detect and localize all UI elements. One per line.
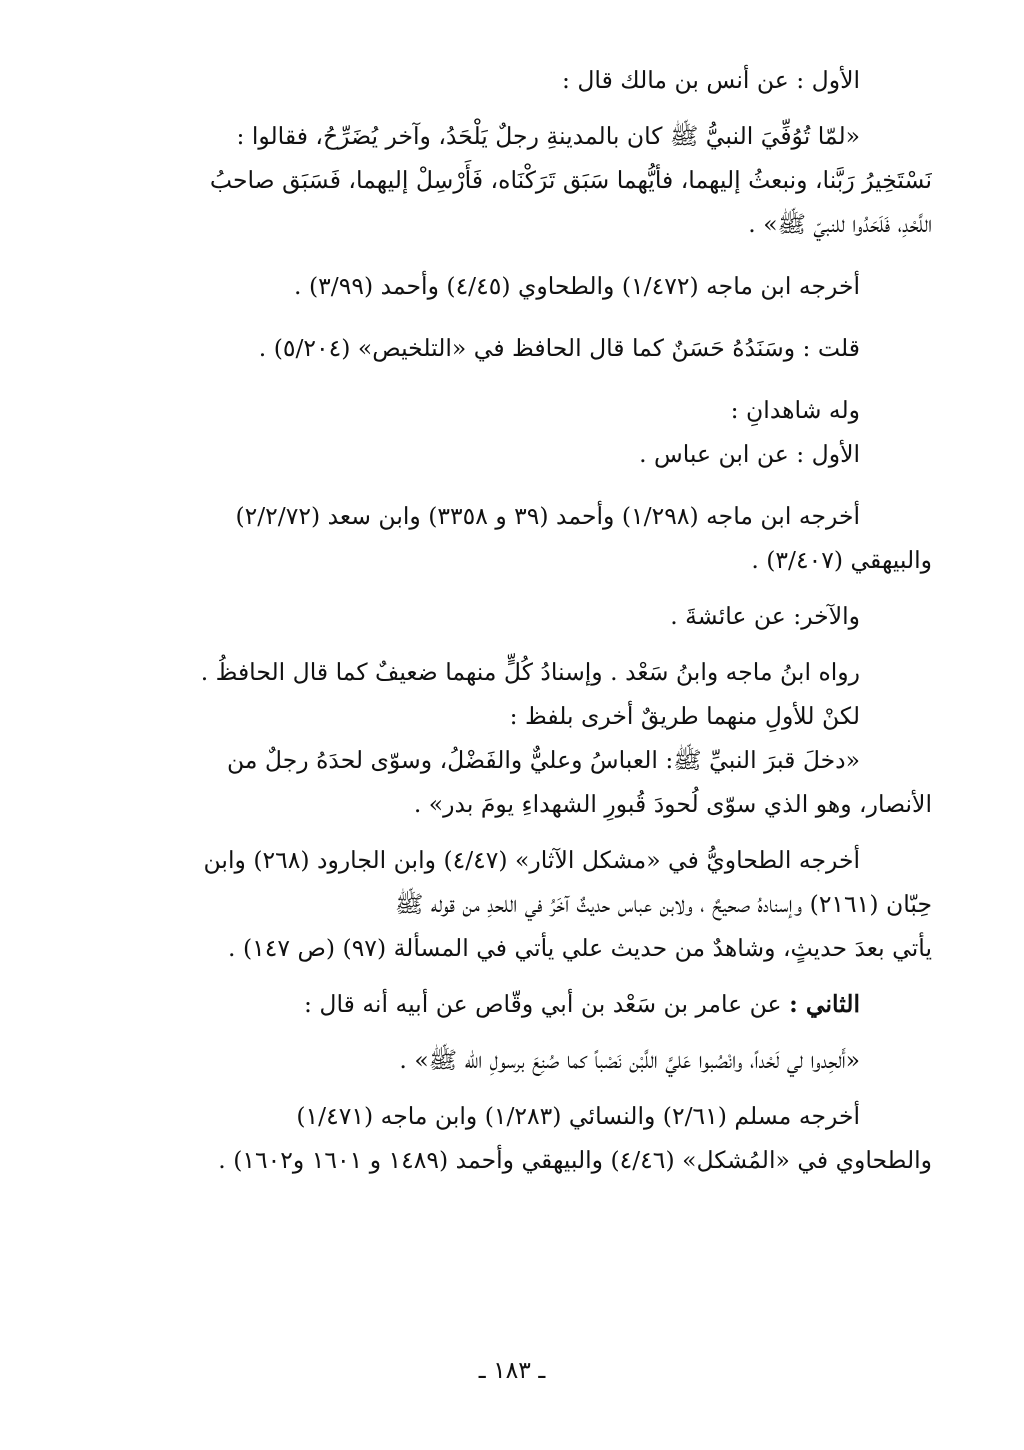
grading-line: قلت : وسَنَدُهُ حَسَنٌ كما قال الحافظ في «التلخيص» (٥/٢٠٤) . xyxy=(258,334,860,362)
hadith-text-line: «لمّا تُوُفِّيَ النبيُّ ﷺ كان بالمدينةِ رجلٌ يَلْحَدُ، وآخر يُضَرِّحُ، فقالوا : xyxy=(236,122,860,150)
takhrij-line: أخرجه ابن ماجه (١/٤٧٢) والطحاوي (٤/٤٥) وأحمد (٣/٩٩) . xyxy=(294,272,860,300)
hadith-text-line: «أَلحِدوا لي لَحْداً، وانْصُبوا عَليَّ اللَّبْن نَصْباً كما صُنِعَ برسولِ الله ﷺ» . xyxy=(399,1046,860,1074)
hadith-text-line: «دخلَ قبرَ النبيِّ ﷺ: العباسُ وعليٌّ والفَضْلُ، وسوّى لحدَهُ رجلٌ من xyxy=(226,746,860,774)
grading-line: رواه ابنُ ماجه وابنُ سَعْد . وإسنادُ كُلٍّ منهما ضعيفٌ كما قال الحافظُ . xyxy=(200,658,860,686)
takhrij-line: والطحاوي في «المُشكل» (٤/٤٦) والبيهقي وأحمد (١٤٨٩ و ١٦٠١ و١٦٠٢) . xyxy=(218,1146,932,1174)
page-number: ـ ١٨٣ ـ xyxy=(478,1356,546,1384)
second-label: الثاني : xyxy=(789,990,860,1018)
takhrij-line: أخرجه الطحاويُّ في «مشكل الآثار» (٤/٤٧) وابن الجارود (٢٦٨) وابن xyxy=(203,846,860,874)
page-body xyxy=(128,58,932,1182)
hadith-text-line: اللَّحْدِ، فَلَحَدُوا للنبيّ ﷺ» . xyxy=(748,210,932,238)
takhrij-line: يأتي بعدَ حديثٍ، وشاهدٌ من حديث علي يأتي في المسألة (٩٧) (ص ١٤٧) . xyxy=(228,934,932,962)
second-witness-line: والآخر: عن عائشةَ . xyxy=(670,602,860,630)
other-path-line: لكنْ للأولِ منهما طريقٌ أخرى بلفظ : xyxy=(509,702,860,730)
hadith-text-line: الأنصار، وهو الذي سوّى لُحودَ قُبورِ الشهداءِ يومَ بدر» . xyxy=(413,790,932,818)
first-witness-line: الأول : عن ابن عباس . xyxy=(639,440,860,468)
takhrij-line: أخرجه ابن ماجه (١/٢٩٨) وأحمد (٣٩ و ٣٣٥٨) وابن سعد (٢/٢/٧٢) xyxy=(235,502,860,530)
first-witness-heading: الأول : عن أنس بن مالك قال : xyxy=(561,66,860,94)
takhrij-line: والبيهقي (٣/٤٠٧) . xyxy=(751,546,932,574)
second-hadith-chain: عن عامر بن سَعْد بن أبي وقّاص عن أبيه أنه قال : xyxy=(304,990,782,1018)
takhrij-line: أخرجه مسلم (٢/٦١) والنسائي (١/٢٨٣) وابن ماجه (١/٤٧١) xyxy=(296,1102,860,1130)
hadith-text-line: نَسْتَخِيرُ رَبَّنا، ونبعثُ إليهما، فأيُّهما سَبَق تَرَكْنَاه، فَأَرْسِلْ إليهما، فَسَبَق صاحبُ xyxy=(209,166,932,194)
second-hadith-heading xyxy=(128,982,932,1026)
witnesses-heading: وله شاهدانِ : xyxy=(730,396,860,424)
takhrij-line: حِبّان (٢١٦١) وإسنادهُ صحيحٌ ، ولابن عباس حديثٌ آخَرُ في اللحدِ من قوله ﷺ xyxy=(394,890,932,918)
